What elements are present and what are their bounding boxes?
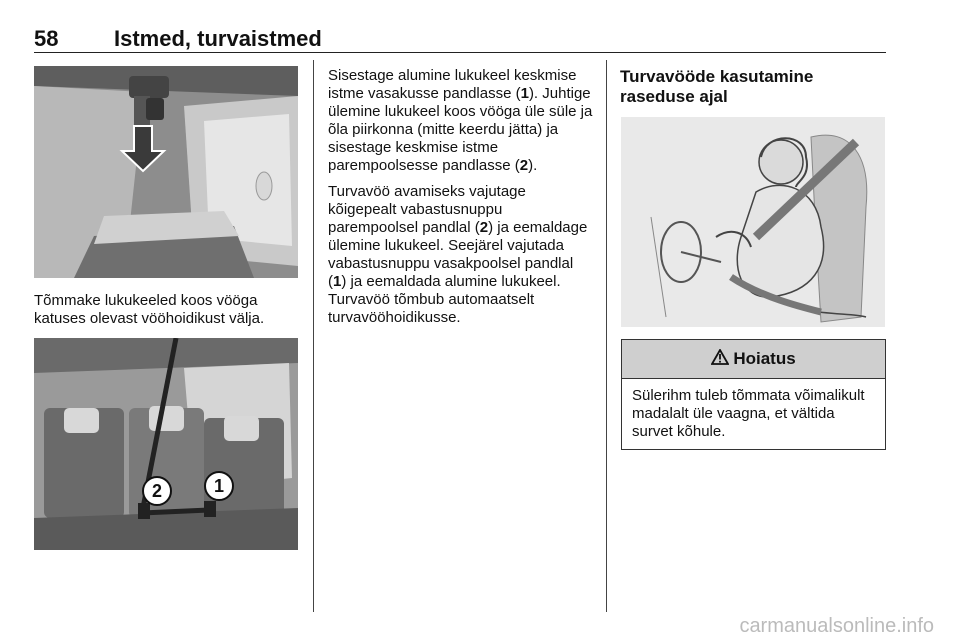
paragraph-insert-buckles: Sisestage alumine lukukeel keskmise istme vasakusse pandlasse (1). Juhtige ülemine lukukeel koos vööga üle süle ja õla piirkonna (mitte keerdu jätta) ja sisestage keskmise istme parempoolsesse pandlasse (2). xyxy=(328,67,593,174)
warning-text: Sülerihm tuleb tõmmata võimalikult madalalt üle vaagna, et vältida survet kõhule. xyxy=(632,387,865,440)
column-divider-1 xyxy=(313,60,314,612)
watermark: carmanualsonline.info xyxy=(739,615,934,637)
warning-triangle-icon xyxy=(711,349,729,370)
header-rule xyxy=(34,52,886,53)
page-header xyxy=(34,26,886,52)
paragraph-release-belt: Turvavöö avamiseks vajutage kõigepealt vabastusnuppu parempoolsel pandlal (2) ja eemaldage ülemine lukukeel. Seejärel vajutada vabastusnuppu vasakpoolsel pandlal (1) ja eemaldada alumine lukukeel. Turvavöö tõmbub automaatselt turvavööhoidikusse. xyxy=(328,183,588,326)
page-number: 58 xyxy=(34,26,59,51)
warning-title: Hoiatus xyxy=(733,349,796,368)
warning-header xyxy=(622,340,885,379)
section-title: Istmed, turvaistmed xyxy=(114,26,322,51)
column-2-text xyxy=(328,67,593,335)
figure-pregnant-driver xyxy=(621,117,885,327)
column-divider-2 xyxy=(606,60,607,612)
callout-2: 2 xyxy=(142,476,172,506)
figure1-caption: Tõmmake lukukeeled koos vööga katuses olevast vööhoidikust välja. xyxy=(34,292,265,327)
warning-box xyxy=(621,339,886,450)
callout-1: 1 xyxy=(204,471,234,501)
figure-roof-belt-holder xyxy=(34,66,298,278)
pregnancy-heading: Turvavööde kasutamine raseduse ajal xyxy=(620,67,814,106)
figure-rear-seat-buckles xyxy=(34,338,298,550)
